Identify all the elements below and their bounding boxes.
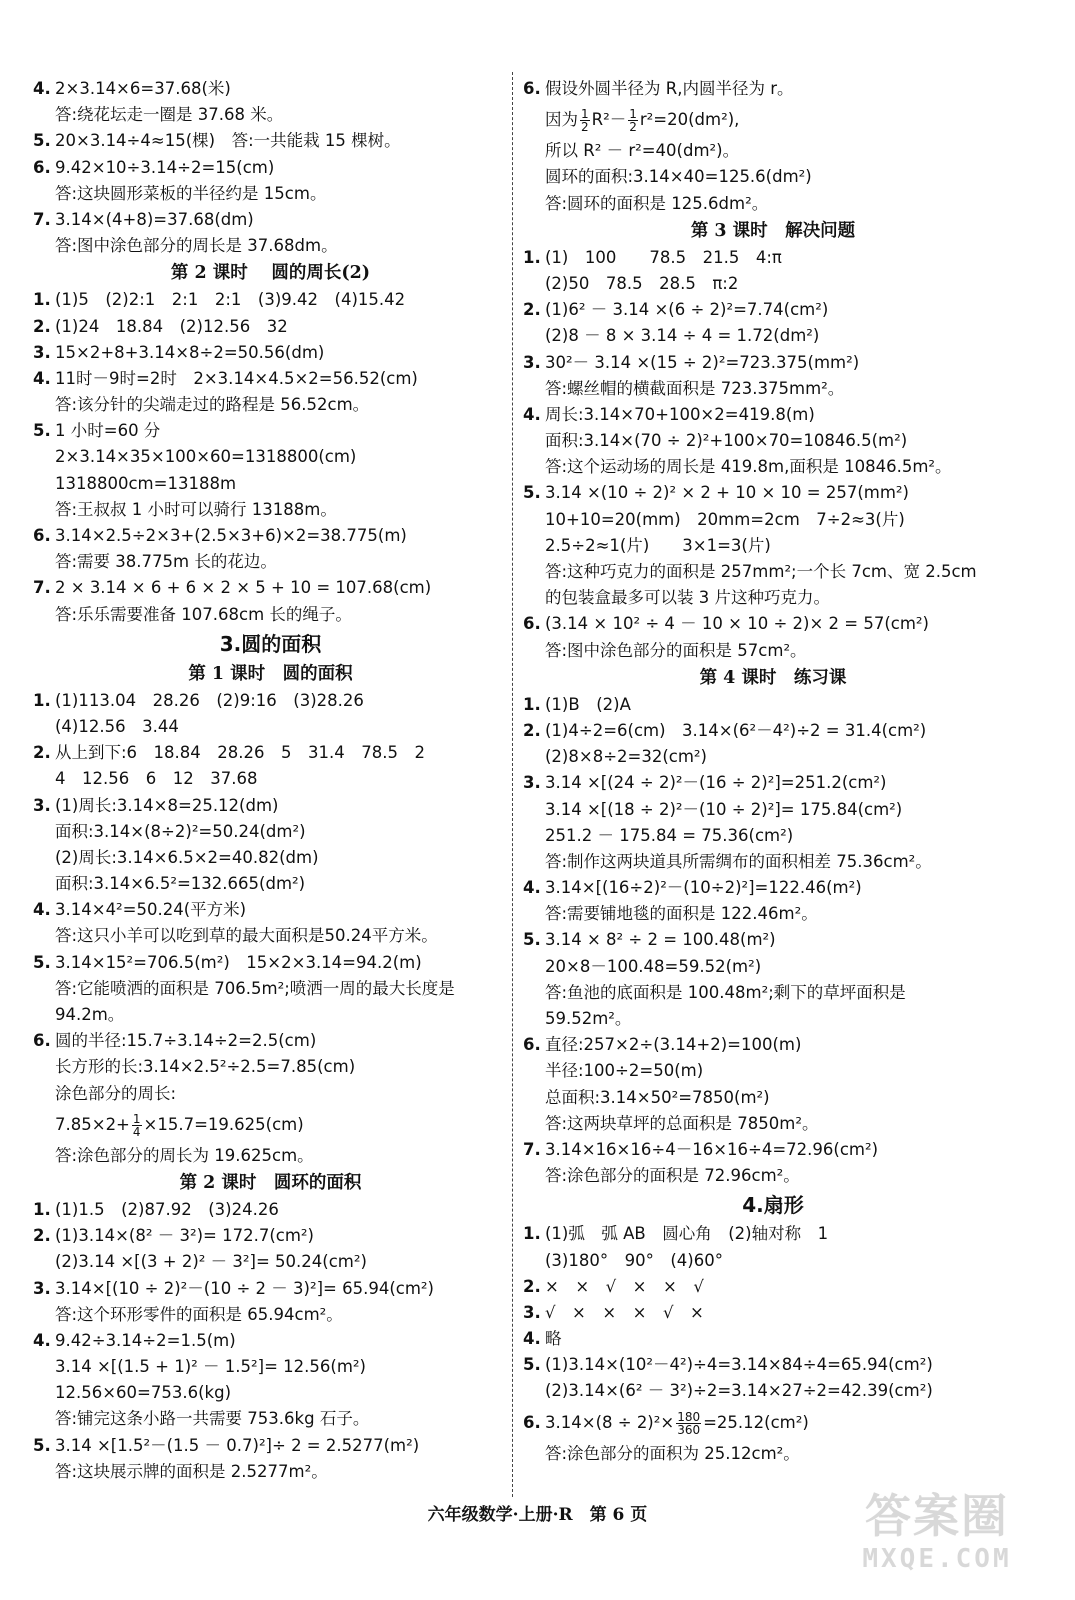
watermark-bottom: MXQE.COM <box>862 1544 1012 1574</box>
answer-text: (2)3.14 ×[(3 + 2)² － 3²]= 50.24(cm²) <box>55 1252 367 1272</box>
answer-line <box>523 323 1023 349</box>
answer-text: 10+10=20(mm) 20mm=2cm 7÷2≈3(片) <box>545 509 905 529</box>
question-number: 6. <box>523 1412 541 1432</box>
question-number: 2. <box>33 316 51 336</box>
answer-line <box>33 766 508 792</box>
answer-line <box>33 1143 508 1169</box>
answer-line <box>33 102 508 128</box>
answer-text: 答:图中涂色部分的周长是 37.68dm。 <box>55 236 338 256</box>
answer-line <box>523 559 1023 585</box>
answer-line <box>33 1197 508 1223</box>
answer-line <box>33 1302 508 1328</box>
answer-line <box>33 287 508 313</box>
answer-text: 总面积:3.14×50²=7850(m²) <box>545 1087 770 1107</box>
answer-text: (2)50 78.5 28.5 π:2 <box>545 273 739 293</box>
answer-text: 答:图中涂色部分的面积是 57cm²。 <box>545 640 807 660</box>
answer-line <box>523 76 1023 102</box>
answer-text: 9.42×10÷3.14÷2=15(cm) <box>55 157 275 177</box>
chapter-heading: 4.扇形 <box>742 1193 804 1218</box>
answer-text: 因为 <box>545 110 578 130</box>
question-number: 6. <box>523 1035 541 1055</box>
answer-text: (1)5 (2)2:1 2:1 2:1 (3)9.42 (4)15.42 <box>55 290 406 310</box>
fraction <box>132 1113 142 1138</box>
answer-text: 答:涂色部分的面积是 72.96cm²。 <box>545 1166 800 1186</box>
answer-text: 3.14 ×(10 ÷ 2)² × 2 + 10 × 10 = 257(mm²) <box>545 483 909 503</box>
answer-line <box>33 1107 508 1143</box>
answer-line <box>523 138 1023 164</box>
answer-line <box>523 1378 1023 1404</box>
answer-line <box>33 1223 508 1249</box>
answer-text: 答:涂色部分的面积为 25.12cm²。 <box>545 1443 800 1463</box>
fraction <box>628 108 638 133</box>
section-heading: 第 1 课时 圆的面积 <box>188 663 353 684</box>
question-number: 3. <box>33 342 51 362</box>
answer-text: √ × × × √ × <box>545 1302 704 1322</box>
answer-text: 3.14×4²=50.24(平方米) <box>55 900 247 920</box>
answer-line <box>523 1085 1023 1111</box>
answer-text: 面积:3.14×(70 ÷ 2)²+100×70=10846.5(m²) <box>545 431 908 451</box>
answer-text: 答:该分针的尖端走过的路程是 56.52cm。 <box>55 395 370 415</box>
answer-line <box>523 692 1023 718</box>
answer-line <box>523 1006 1023 1032</box>
answer-line <box>33 575 508 601</box>
answer-text: 2×3.14×6=37.68(米) <box>55 79 231 98</box>
answer-text: 答:铺完这条小路一共需要 753.6kg 石子。 <box>55 1409 370 1429</box>
answer-line <box>523 402 1023 428</box>
answer-text: 圆环的面积:3.14×40=125.6(dm²) <box>545 167 812 187</box>
fraction-numerator: 180 <box>677 1409 701 1424</box>
answer-line <box>33 366 508 392</box>
answer-text: 答:需要铺地毯的面积是 122.46m²。 <box>545 904 818 924</box>
fraction-denominator: 360 <box>677 1422 701 1437</box>
answer-text: (1) 100 78.5 21.5 4:π <box>545 247 782 267</box>
question-number: 1. <box>523 247 541 267</box>
answer-text: (3)180° 90° (4)60° <box>545 1250 723 1270</box>
answer-text: 3.14 ×[(24 ÷ 2)²－(16 ÷ 2)²]=251.2(cm²) <box>545 773 887 793</box>
answer-text: 3.14×2.5÷2×3+(2.5×3+6)×2=38.775(m) <box>55 526 407 545</box>
answer-line <box>33 688 508 714</box>
answer-line <box>33 1249 508 1275</box>
question-number: 4. <box>523 878 541 898</box>
answer-text: 圆的半径:15.7÷3.14÷2=2.5(cm) <box>55 1031 317 1051</box>
question-number: 5. <box>33 131 51 151</box>
answer-text: 假设外圆半径为 R,内圆半径为 r。 <box>545 79 794 98</box>
answer-text: R²－ <box>591 110 627 130</box>
answer-line <box>33 1276 508 1302</box>
section-heading: 第 2 课时 圆的周长(2) <box>170 263 371 284</box>
question-number: 2. <box>523 1276 541 1296</box>
question-number: 4. <box>523 1329 541 1349</box>
answer-line <box>33 340 508 366</box>
answer-text: 2 × 3.14 × 6 + 6 × 2 × 5 + 10 = 107.68(cm) <box>55 578 432 598</box>
answer-text: 9.42÷3.14÷2=1.5(m) <box>55 1330 236 1350</box>
answer-text: (1)24 18.84 (2)12.56 32 <box>55 316 288 336</box>
answer-line <box>33 1028 508 1054</box>
question-number: 2. <box>33 743 51 763</box>
question-number: 5. <box>523 483 541 503</box>
answer-line <box>33 714 508 740</box>
answer-line <box>523 1326 1023 1352</box>
answer-line <box>523 744 1023 770</box>
question-number: 5. <box>33 952 51 972</box>
answer-line <box>33 181 508 207</box>
fraction <box>580 108 590 133</box>
question-number: 5. <box>523 1355 541 1375</box>
fraction <box>676 1411 701 1436</box>
answer-line <box>33 1328 508 1354</box>
answer-line <box>523 507 1023 533</box>
answer-text: 3.14 ×[(18 ÷ 2)²－(10 ÷ 2)²]= 175.84(cm²) <box>545 799 903 819</box>
answer-text: 15×2+8+3.14×8÷2=50.56(dm) <box>55 342 325 362</box>
answer-line <box>523 1300 1023 1326</box>
answer-line <box>33 523 508 549</box>
answer-line <box>33 819 508 845</box>
question-number: 7. <box>523 1139 541 1159</box>
question-number: 7. <box>33 209 51 229</box>
answer-text: (3.14 × 10² ÷ 4 － 10 × 10 ÷ 2)× 2 = 57(cm²) <box>545 614 929 634</box>
answer-line <box>523 585 1023 611</box>
answer-line <box>523 1441 1023 1467</box>
answer-line <box>523 102 1023 138</box>
answer-line <box>523 245 1023 271</box>
chapter-heading: 3.圆的面积 <box>219 631 322 656</box>
question-number: 4. <box>33 368 51 388</box>
answer-line <box>523 350 1023 376</box>
answer-line <box>523 849 1023 875</box>
section-heading: 第 4 课时 练习课 <box>699 667 847 688</box>
answer-text: (2)8 － 8 × 3.14 ÷ 4 = 1.72(dm²) <box>545 326 820 346</box>
answer-line <box>523 797 1023 823</box>
answer-text: 半径:100÷2=50(m) <box>545 1061 704 1081</box>
answer-line <box>33 1081 508 1107</box>
question-number: 4. <box>523 404 541 424</box>
answer-line <box>523 1405 1023 1441</box>
answer-line <box>33 1380 508 1406</box>
answer-text: 3.14 ×[1.5²－(1.5 － 0.7)²]÷ 2 = 2.5277(m²) <box>55 1435 420 1455</box>
answer-line <box>523 1274 1023 1300</box>
answer-text: 答:这个环形零件的面积是 65.94cm²。 <box>55 1304 343 1324</box>
answer-line <box>33 1433 508 1459</box>
answer-text: 4 12.56 6 12 37.68 <box>55 769 258 789</box>
question-number: 5. <box>33 1435 51 1455</box>
answer-line <box>33 923 508 949</box>
answer-text: × × √ × × √ <box>545 1276 704 1296</box>
answer-text: (1)1.5 (2)87.92 (3)24.26 <box>55 1199 279 1219</box>
question-number: 6. <box>33 157 51 177</box>
answer-line <box>33 602 508 628</box>
answer-text: 答:制作这两块道具所需绸布的面积相差 75.36cm²。 <box>545 851 932 871</box>
answer-text: 从上到下:6 18.84 28.26 5 31.4 78.5 2 <box>55 743 426 763</box>
fraction-numerator: 1 <box>581 107 589 122</box>
answer-text: (1)B (2)A <box>545 694 631 714</box>
answer-line <box>523 1163 1023 1189</box>
answer-text: (1)弧 弧 AB 圆心角 (2)轴对称 1 <box>545 1224 829 1244</box>
answer-text: 3.14×[(16÷2)²－(10÷2)²]=122.46(m²) <box>545 878 862 898</box>
answer-text: 251.2 － 175.84 = 75.36(cm²) <box>545 825 794 845</box>
question-number: 3. <box>523 352 541 372</box>
answer-line <box>523 1137 1023 1163</box>
fraction-denominator: 2 <box>629 120 637 135</box>
answer-line <box>33 128 508 154</box>
answer-text: 答:螺丝帽的横截面积是 723.375mm²。 <box>545 378 845 398</box>
answer-line <box>523 1352 1023 1378</box>
answer-text: 答:这个运动场的周长是 419.8m,面积是 10846.5m²。 <box>545 457 952 477</box>
answer-text: 94.2m。 <box>55 1005 125 1024</box>
answer-line <box>523 638 1023 664</box>
answer-text: 11时－9时=2时 2×3.14×4.5×2=56.52(cm) <box>55 368 418 388</box>
answer-text: 3.14×16×16÷4－16×16÷4=72.96(cm²) <box>545 1139 879 1159</box>
answer-text: ×15.7=19.625(cm) <box>143 1114 304 1134</box>
question-number: 4. <box>33 900 51 920</box>
question-number: 2. <box>33 1226 51 1246</box>
answer-text: (2)周长:3.14×6.5×2=40.82(dm) <box>55 847 319 867</box>
answer-line <box>523 271 1023 297</box>
answer-line <box>33 471 508 497</box>
answer-text: (4)12.56 3.44 <box>55 716 179 736</box>
answer-line <box>523 1111 1023 1137</box>
answer-text: 3.14 ×[(1.5 + 1)² － 1.5²]= 12.56(m²) <box>55 1357 366 1377</box>
answer-text: 长方形的长:3.14×2.5²÷2.5=7.85(cm) <box>55 1057 356 1077</box>
fraction-numerator: 1 <box>132 1111 141 1126</box>
left-column <box>33 76 508 1485</box>
answer-text: (2)8×8÷2=32(cm²) <box>545 747 707 767</box>
answer-line <box>33 845 508 871</box>
question-number: 4. <box>33 1330 51 1350</box>
answer-text: 略 <box>545 1329 562 1349</box>
question-number: 6. <box>33 1031 51 1051</box>
question-number: 3. <box>523 1302 541 1322</box>
answer-line <box>523 901 1023 927</box>
answer-line <box>33 1459 508 1485</box>
answer-line <box>33 950 508 976</box>
question-number: 1. <box>523 1224 541 1244</box>
answer-line <box>523 1221 1023 1247</box>
answer-line <box>33 740 508 766</box>
answer-text: 3.14×(4+8)=37.68(dm) <box>55 209 254 229</box>
question-number: 4. <box>33 79 51 98</box>
answer-text: (1)6² － 3.14 ×(6 ÷ 2)²=7.74(cm²) <box>545 300 829 320</box>
fraction-denominator: 2 <box>581 120 589 135</box>
answer-line <box>523 980 1023 1006</box>
answer-text: 涂色部分的周长: <box>55 1083 177 1103</box>
answer-text: 答:这两块草坪的总面积是 7850m²。 <box>545 1113 819 1133</box>
answer-line <box>523 297 1023 323</box>
answer-line <box>33 314 508 340</box>
answer-line <box>523 770 1023 796</box>
answer-text: (2)3.14×(6² － 3²)÷2=3.14×27÷2=42.39(cm²) <box>545 1381 933 1401</box>
answer-line <box>33 1354 508 1380</box>
answer-text: 2.5÷2≈1(片) 3×1=3(片) <box>545 535 771 555</box>
answer-line <box>33 155 508 181</box>
answer-text: 答:涂色部分的周长为 19.625cm。 <box>55 1145 314 1165</box>
question-number: 6. <box>33 526 51 545</box>
answer-text: 答:这块展示牌的面积是 2.5277m²。 <box>55 1461 328 1481</box>
answer-text: 答:它能喷洒的面积是 706.5m²;喷洒一周的最大长度是 <box>55 978 455 998</box>
question-number: 7. <box>33 578 51 598</box>
answer-line <box>523 480 1023 506</box>
answer-text: 1318800cm=13188m <box>55 473 237 493</box>
answer-text: 的包装盒最多可以装 3 片这种巧克力。 <box>545 588 830 608</box>
answer-line <box>523 191 1023 217</box>
watermark-logo <box>822 1488 1052 1588</box>
answer-line <box>523 428 1023 454</box>
question-number: 3. <box>33 795 51 815</box>
answer-text: 答:王叔叔 1 小时可以骑行 13188m。 <box>55 499 337 519</box>
answer-line <box>523 1058 1023 1084</box>
answer-text: 3.14 × 8² ÷ 2 = 100.48(m²) <box>545 930 776 950</box>
answer-line <box>523 376 1023 402</box>
answer-text: =25.12(cm²) <box>703 1412 809 1432</box>
answer-line <box>33 1054 508 1080</box>
answer-text: 答:圆环的面积是 125.6dm²。 <box>545 193 769 213</box>
answer-line <box>33 871 508 897</box>
answer-line <box>523 927 1023 953</box>
question-number: 1. <box>33 1199 51 1219</box>
fraction-numerator: 1 <box>629 107 637 122</box>
page-footer: 六年级数学·上册·R 第 6 页 <box>427 1505 648 1525</box>
watermark-top: 答案圈 <box>865 1489 1009 1543</box>
answer-line <box>523 875 1023 901</box>
answer-line <box>33 207 508 233</box>
answer-line <box>523 611 1023 637</box>
answer-text: (1)3.14×(8² － 3²)= 172.7(cm²) <box>55 1226 314 1246</box>
answer-line <box>33 1002 508 1028</box>
right-column <box>523 76 1023 1467</box>
answer-line <box>523 823 1023 849</box>
answer-line <box>523 1032 1023 1058</box>
question-number: 3. <box>523 773 541 793</box>
answer-text: r²=20(dm²), <box>639 110 740 130</box>
question-number: 1. <box>523 694 541 714</box>
answer-text: 直径:257×2÷(3.14+2)=100(m) <box>545 1035 802 1055</box>
answer-text: 30²－ 3.14 ×(15 ÷ 2)²=723.375(mm²) <box>545 352 860 372</box>
answer-text: 59.52m²。 <box>545 1009 632 1028</box>
answer-text: 2×3.14×35×100×60=1318800(cm) <box>55 447 357 467</box>
question-number: 2. <box>523 300 541 320</box>
answer-line <box>523 1248 1023 1274</box>
answer-text: 答:乐乐需要准备 107.68cm 长的绳子。 <box>55 604 352 624</box>
question-number: 3. <box>33 1278 51 1298</box>
answer-text: 答:这块圆形菜板的半径约是 15cm。 <box>55 183 327 203</box>
answer-text: 3.14×15²=706.5(m²) 15×2×3.14=94.2(m) <box>55 952 422 972</box>
question-number: 2. <box>523 720 541 740</box>
answer-line <box>523 954 1023 980</box>
answer-text: 答:鱼池的底面积是 100.48m²;剩下的草坪面积是 <box>545 982 906 1002</box>
fraction-denominator: 4 <box>132 1124 141 1139</box>
answer-text: (1)113.04 28.26 (2)9:16 (3)28.26 <box>55 690 364 710</box>
answer-text: 3.14×(8 ÷ 2)²× <box>545 1412 675 1432</box>
answer-text: 答:这只小羊可以吃到草的最大面积是50.24平方米。 <box>55 926 438 946</box>
section-heading: 第 2 课时 圆环的面积 <box>179 1172 362 1193</box>
section-heading: 第 3 课时 解决问题 <box>690 220 856 241</box>
answer-line <box>523 533 1023 559</box>
answer-line <box>523 164 1023 190</box>
answer-line <box>33 497 508 523</box>
answer-line <box>33 793 508 819</box>
answer-line <box>33 1406 508 1432</box>
answer-line <box>523 718 1023 744</box>
answer-text: 周长:3.14×70+100×2=419.8(m) <box>545 404 815 424</box>
answer-line <box>33 549 508 575</box>
answer-line <box>523 454 1023 480</box>
question-number: 5. <box>523 930 541 950</box>
answer-text: 面积:3.14×6.5²=132.665(dm²) <box>55 874 306 894</box>
answer-line <box>33 444 508 470</box>
column-divider <box>512 72 513 1497</box>
answer-text: (1)4÷2=6(cm) 3.14×(6²－4²)÷2 = 31.4(cm²) <box>545 720 927 740</box>
question-number: 1. <box>33 290 51 310</box>
answer-text: 7.85×2+ <box>55 1114 130 1134</box>
question-number: 1. <box>33 690 51 710</box>
answer-text: 1 小时=60 分 <box>55 421 161 441</box>
answer-text: 答:这种巧克力的面积是 257mm²;一个长 7cm、宽 2.5cm <box>545 562 977 581</box>
answer-line <box>33 76 508 102</box>
answer-text: 答:绕花坛走一圈是 37.68 米。 <box>55 105 284 125</box>
answer-line <box>33 233 508 259</box>
answer-text: 所以 R² － r²=40(dm²)。 <box>545 141 740 161</box>
answer-text: (1)3.14×(10²－4²)÷4=3.14×84÷4=65.94(cm²) <box>545 1355 933 1375</box>
answer-line <box>33 418 508 444</box>
answer-text: 12.56×60=753.6(kg) <box>55 1383 232 1403</box>
question-number: 5. <box>33 421 51 441</box>
answer-line <box>33 897 508 923</box>
answer-text: (1)周长:3.14×8=25.12(dm) <box>55 795 279 815</box>
answer-text: 20×8－100.48=59.52(m²) <box>545 956 762 976</box>
answer-line <box>33 392 508 418</box>
question-number: 6. <box>523 79 541 98</box>
answer-line <box>33 976 508 1002</box>
answer-text: 答:需要 38.775m 长的花边。 <box>55 552 277 572</box>
answer-text: 3.14×[(10 ÷ 2)²－(10 ÷ 2 － 3)²]= 65.94(cm²) <box>55 1278 434 1298</box>
answer-text: 面积:3.14×(8÷2)²=50.24(dm²) <box>55 821 306 841</box>
question-number: 6. <box>523 614 541 634</box>
answer-text: 20×3.14÷4≈15(棵) 答:一共能栽 15 棵树。 <box>55 131 401 151</box>
